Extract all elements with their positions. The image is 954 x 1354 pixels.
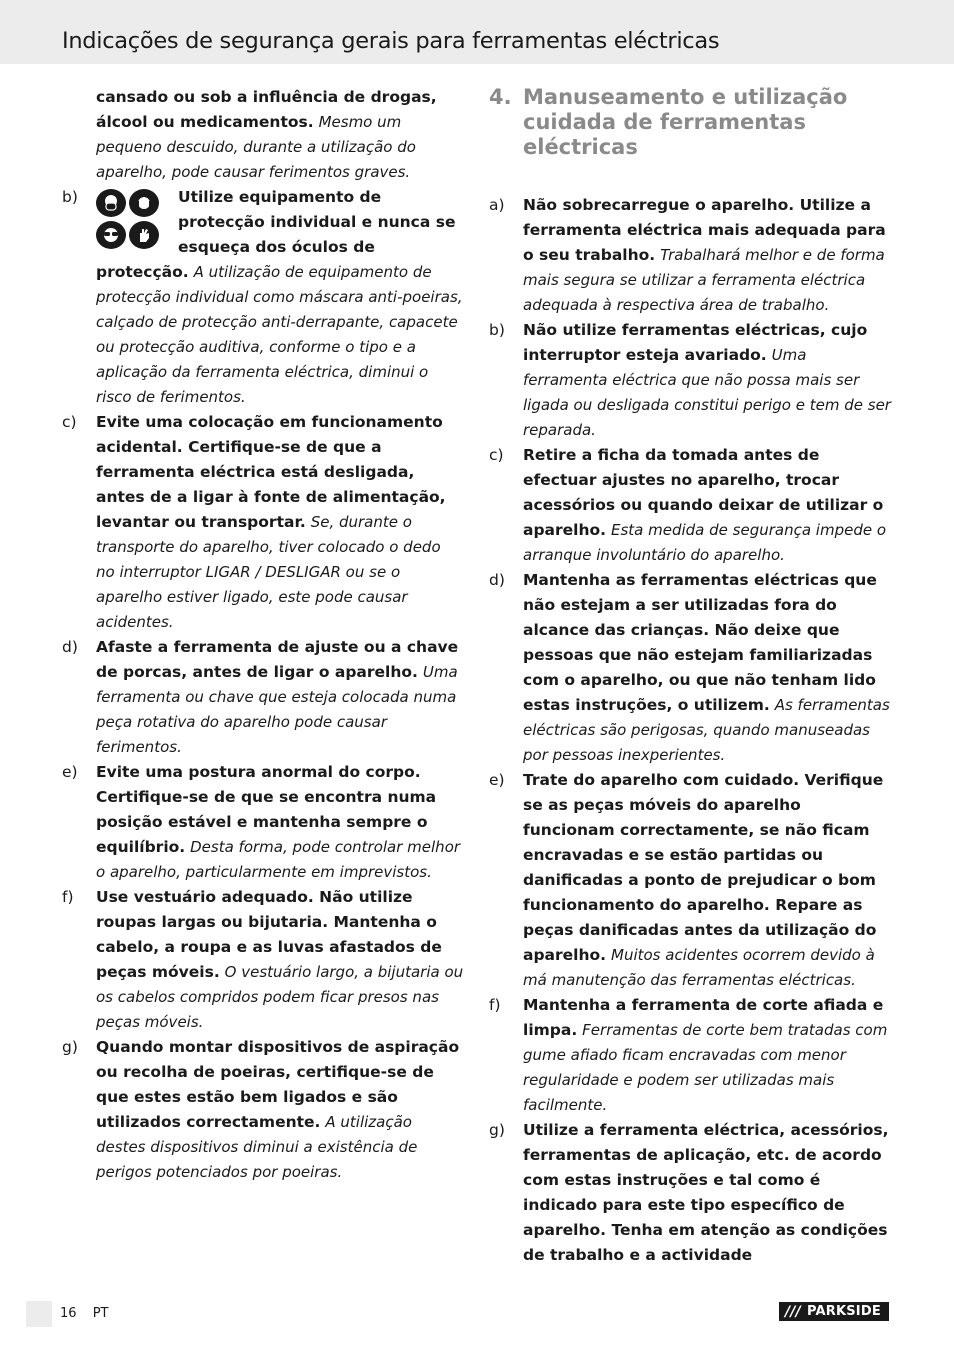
item-label: b) [489, 321, 505, 339]
item-lead: Retire a ficha da tomada antes de efectuar ajustes no aparelho, trocar acessórios ou quando deixar de utilizar o aparelho. [523, 446, 884, 539]
page-title: Indicações de segurança gerais para ferramentas eléctricas [62, 28, 720, 54]
page-number: 16 [60, 1306, 77, 1321]
item-desc: Uma ferramenta ou chave que esteja colocada numa peça rotativa do aparelho pode causar ferimentos. [96, 663, 458, 756]
list-item-g [489, 1118, 893, 1268]
item-lead: Use vestuário adequado. Não utilize roupas largas ou bijutaria. Mantenha o cabelo, a roupa e as luvas afastados de peças móveis. [96, 888, 442, 981]
brand-slashes: /// [785, 1303, 801, 1320]
footer-page-tab [26, 1301, 52, 1327]
item-label: e) [62, 763, 78, 781]
item-desc: Uma ferramenta eléctrica que não possa mais ser ligada ou desligada constitui perigo e tem de ser reparada. [523, 346, 891, 439]
item-label: c) [489, 446, 504, 464]
ear-protection-icon [129, 189, 159, 217]
list-item-e [489, 768, 893, 993]
item-lead: Mantenha a ferramenta de corte afiada e limpa. [523, 996, 884, 1039]
section-title: Manuseamento e utilização cuidada de ferramentas eléctricas [523, 85, 848, 159]
item-label: d) [489, 571, 505, 589]
list-item-b [489, 318, 893, 443]
section-number: 4. [489, 85, 512, 109]
item-lead: Quando montar dispositivos de aspiração ou recolha de poeiras, certifique-se de que estes estão bem ligados e são utilizados correctamente. [96, 1038, 460, 1131]
list-item-a [489, 193, 893, 318]
list-item-g [62, 1035, 464, 1185]
item-label: g) [489, 1121, 505, 1139]
item-desc: A utilização de equipamento de protecção individual como máscara anti-poeiras, calçado de protecção anti-derrapante, capacete ou protecção auditiva, conforme o tipo e a aplicação da ferramenta eléctrica, diminui o risco de ferimentos. [96, 263, 463, 406]
language-code: PT [92, 1306, 109, 1321]
item-desc: Desta forma, pode controlar melhor o aparelho, particularmente em imprevistos. [96, 838, 461, 881]
list-item-c [489, 443, 893, 568]
intro-desc: Mesmo um pequeno descuido, durante a utilização do aparelho, pode causar ferimentos graves. [96, 113, 416, 181]
list-item-c [62, 410, 464, 635]
item-label: d) [62, 638, 78, 656]
item-lead: Não sobrecarregue o aparelho. Utilize a ferramenta eléctrica mais adequada para o seu trabalho. [523, 196, 886, 264]
item-desc: A utilização destes dispositivos diminui a existência de perigos potenciados por poeiras. [96, 1113, 418, 1181]
list-item-f [489, 993, 893, 1118]
item-label: b) [62, 188, 78, 206]
item-desc: Muitos acidentes ocorrem devido à má manutenção das ferramentas eléctricas. [523, 946, 875, 989]
list-item-b [62, 185, 464, 410]
list-item-e [62, 760, 464, 885]
page-header [0, 0, 954, 64]
gloves-icon [129, 221, 159, 249]
item-lead: Evite uma colocação em funcionamento acidental. Certifique-se de que a ferramenta eléctrica está desligada, antes de a ligar à fonte de alimentação, levantar ou transportar. [96, 413, 446, 531]
item-label: e) [489, 771, 505, 789]
item-label: f) [489, 996, 501, 1014]
list-item-d [489, 568, 893, 768]
item-label: c) [62, 413, 77, 431]
item-desc: Se, durante o transporte do aparelho, tiver colocado o dedo no interruptor LIGAR / DESLIGAR ou se o aparelho estiver ligado, este pode causar acidentes. [96, 513, 441, 631]
ppe-icons [96, 189, 160, 249]
item-label: g) [62, 1038, 78, 1056]
left-column [62, 85, 464, 1185]
item-lead: Não utilize ferramentas eléctricas, cujo interruptor esteja avariado. [523, 321, 868, 364]
item-lead: Mantenha as ferramentas eléctricas que não estejam a ser utilizadas fora do alcance das crianças. Não deixe que pessoas que não estejam familiarizadas com o aparelho, ou que não tenham lido estas instruções, o utilizem. [523, 571, 877, 714]
item-label: f) [62, 888, 74, 906]
brand-name: PARKSIDE [806, 1304, 881, 1319]
list-item-f [62, 885, 464, 1035]
intro-lead: cansado ou sob a influência de drogas, álcool ou medicamentos. [96, 88, 437, 131]
item-lead: Evite uma postura anormal do corpo. Certifique-se de que se encontra numa posição estável e mantenha sempre o equilíbrio. [96, 763, 437, 856]
item-lead: Afaste a ferramenta de ajuste ou a chave de porcas, antes de ligar o aparelho. [96, 638, 459, 681]
item-lead: Utilize a ferramenta eléctrica, acessórios, ferramentas de aplicação, etc. de acordo com estas instruções e tal como é indicado para este tipo específico de aparelho. Tenha em atenção as condições de trabalho e a actividade [523, 1121, 889, 1264]
item-desc: O vestuário largo, a bijutaria ou os cabelos compridos podem ficar presos nas peças móveis. [96, 963, 464, 1031]
brand-logo [779, 1302, 889, 1321]
list-item-d [62, 635, 464, 760]
item-desc: Ferramentas de corte bem tratadas com gume afiado ficam encravadas com menor regularidade e podem ser utilizadas mais facilmente. [523, 1021, 888, 1114]
dust-mask-icon [96, 189, 126, 217]
item-desc: Trabalhará melhor e de forma mais segura se utilizar a ferramenta eléctrica adequada à respectiva área de trabalho. [523, 246, 885, 314]
item-label: a) [489, 196, 505, 214]
safety-glasses-icon [96, 221, 126, 249]
footer-page-info [60, 1306, 108, 1321]
section-heading [489, 85, 893, 160]
item-desc: As ferramentas eléctricas são perigosas, quando manuseadas por pessoas inexperientes. [523, 696, 890, 764]
item-lead: Utilize equipamento de protecção individual e nunca se esqueça dos óculos de protecção. [96, 188, 456, 281]
item-lead: Trate do aparelho com cuidado. Verifique se as peças móveis do aparelho funcionam correctamente, se não ficam encravadas e se estão partidas ou danificadas a ponto de prejudicar o bom funcionamento do aparelho. Repare as peças danificadas antes da utilização do aparelho. [523, 771, 884, 964]
item-desc: Esta medida de segurança impede o arranque involuntário do aparelho. [523, 521, 887, 564]
intro-paragraph [62, 85, 464, 185]
right-column [489, 85, 893, 1268]
